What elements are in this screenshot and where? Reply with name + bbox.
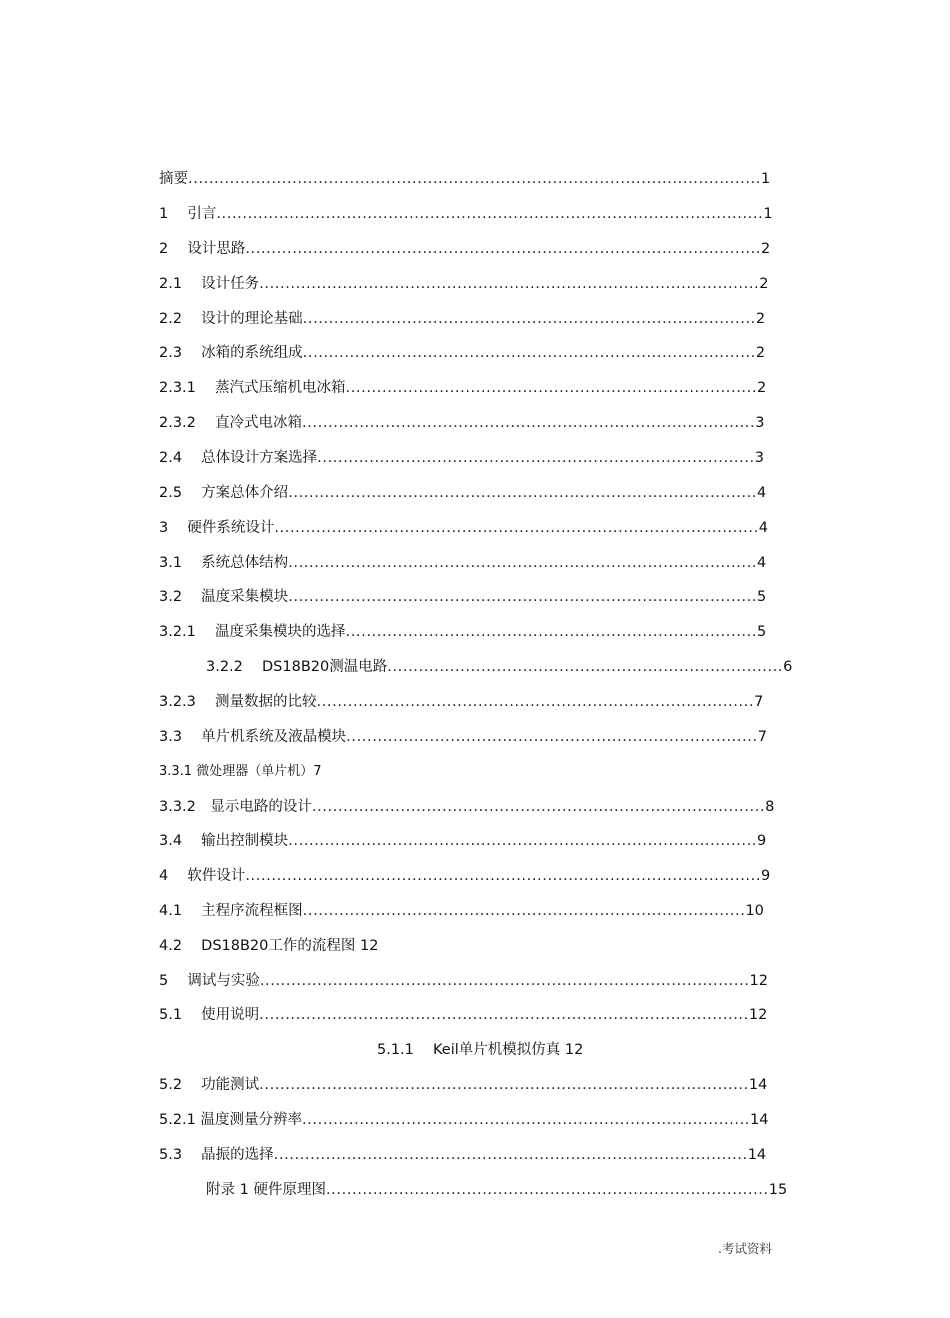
toc-label: 3.3.1 微处理器（单片机）7	[159, 764, 322, 779]
toc-label: 5.1 使用说明	[159, 1007, 260, 1023]
toc-page: 4	[758, 520, 769, 536]
toc-label: 4.1 主程序流程框图	[159, 903, 303, 919]
toc-entry-2-2[interactable]	[159, 308, 766, 330]
toc-leader: ...............................................................................	[346, 729, 758, 745]
toc-page: 10	[745, 903, 764, 919]
toc-leader: ............................................................................	[387, 659, 784, 675]
toc-page: 8	[765, 799, 775, 815]
toc-label: 5.1.1 Keil单片机模拟仿真 12	[377, 1042, 584, 1058]
toc-label: 3 硬件系统设计	[159, 520, 275, 536]
toc-leader: ..........................................................................................	[288, 833, 757, 849]
toc-page: 1	[761, 171, 771, 187]
toc-page: 14	[750, 1112, 769, 1128]
toc-entry-3-2-3[interactable]	[159, 691, 764, 713]
toc-entry-appendix-1[interactable]	[206, 1179, 788, 1201]
toc-page: 2	[755, 345, 766, 361]
toc-page: 9	[761, 868, 771, 884]
toc-entry-3-2-1[interactable]	[159, 621, 767, 643]
toc-leader: ...................................................................................................	[245, 868, 762, 884]
toc-label: 2.5 方案总体介绍	[159, 485, 289, 501]
toc-entry-5-3[interactable]	[159, 1144, 767, 1166]
toc-leader: .....................................................................................	[302, 903, 746, 919]
toc-label: 2.3.2 直冷式电冰箱	[159, 415, 303, 431]
toc-label: 3.3.2 显示电路的设计	[159, 799, 312, 815]
toc-label: 摘要	[159, 171, 188, 187]
toc-entry-3[interactable]	[159, 517, 769, 539]
toc-label: 4 软件设计	[159, 868, 246, 884]
toc-leader: ..............................................................................................	[259, 1077, 749, 1093]
toc-leader: ....................................................................................	[317, 450, 755, 466]
toc-page: 5	[757, 589, 767, 605]
toc-leader: ....................................................................................	[316, 694, 755, 710]
toc-leader: ..........................................................................................	[288, 589, 757, 605]
toc-page: 7	[754, 694, 764, 710]
toc-page: 9	[757, 833, 767, 849]
toc-entry-3-2-2[interactable]	[206, 656, 793, 678]
toc-label: 3.2.3 测量数据的比较	[159, 694, 317, 710]
toc-entry-4-2[interactable]	[159, 935, 559, 957]
toc-label: 2.3.1 蒸汽式压缩机电冰箱	[159, 380, 346, 396]
toc-entry-2-3[interactable]	[159, 342, 766, 364]
toc-page: 14	[748, 1077, 768, 1093]
toc-leader: .........................................................................................................	[216, 206, 764, 222]
toc-entry-5-1[interactable]	[159, 1004, 768, 1026]
toc-leader: ...................................................................................................	[245, 241, 762, 257]
toc-label: 4.2 DS18B20工作的流程图 12	[159, 938, 379, 954]
toc-leader: ..............................................................................................................	[188, 171, 762, 187]
toc-leader: .......................................................................................	[311, 799, 766, 815]
toc-page: 4	[757, 485, 767, 501]
toc-leader: ...............................................................................	[345, 380, 758, 396]
toc-leader: .....................................................................................	[325, 1182, 769, 1198]
toc-page: 3	[755, 415, 765, 431]
toc-leader: ................................................................................................	[259, 276, 760, 292]
toc-page: 7	[757, 729, 767, 745]
toc-label: 2 设计思路	[159, 241, 246, 257]
toc-label: 3.2.1 温度采集模块的选择	[159, 624, 346, 640]
toc-page: 15	[768, 1182, 788, 1198]
toc-entry-5-2[interactable]	[159, 1074, 768, 1096]
toc-label: 附录 1 硬件原理图	[206, 1182, 326, 1198]
toc-label: 5.2 功能测试	[159, 1077, 260, 1093]
toc-entry-abstract[interactable]	[159, 168, 771, 190]
toc-entry-3-2[interactable]	[159, 586, 767, 608]
toc-leader: ...............................................................................	[345, 624, 758, 640]
toc-entry-2-3-2[interactable]	[159, 412, 765, 434]
toc-label: 2.1 设计任务	[159, 276, 260, 292]
toc-entry-1[interactable]	[159, 203, 773, 225]
toc-page: 6	[783, 659, 793, 675]
toc-leader: ..........................................................................................	[288, 485, 757, 501]
toc-page: 1	[763, 206, 773, 222]
toc-entry-5[interactable]	[159, 970, 768, 992]
toc-entry-5-1-1[interactable]	[377, 1039, 677, 1061]
toc-entry-4-1[interactable]	[159, 900, 764, 922]
toc-page: 3	[754, 450, 764, 466]
toc-leader: .......................................................................................	[302, 345, 756, 361]
toc-leader: ..........................................................................................	[288, 555, 757, 571]
toc-entry-3-3-1[interactable]	[159, 761, 559, 783]
toc-page: 12	[748, 1007, 768, 1023]
toc-page: 14	[747, 1147, 767, 1163]
toc-label: 3.1 系统总体结构	[159, 555, 289, 571]
toc-label: 2.3 冰箱的系统组成	[159, 345, 303, 361]
toc-entry-2-1[interactable]	[159, 273, 769, 295]
toc-leader: ...........................................................................................	[273, 1147, 748, 1163]
toc-label: 1 引言	[159, 206, 217, 222]
toc-page: 2	[755, 311, 766, 327]
toc-label: 5.2.1 温度测量分辨率	[159, 1112, 303, 1128]
toc-page: 2	[761, 241, 771, 257]
toc-label: 5 调试与实验	[159, 973, 260, 989]
toc-label: 5.3 晶振的选择	[159, 1147, 274, 1163]
footer-note: .考试资料	[718, 1241, 772, 1256]
toc-leader: ......................................................................................	[302, 1112, 751, 1128]
toc-leader: .......................................................................................	[302, 311, 756, 327]
toc-label: 2.4 总体设计方案选择	[159, 450, 318, 466]
toc-entry-4[interactable]	[159, 865, 771, 887]
toc-entry-5-2-1[interactable]	[159, 1109, 769, 1131]
toc-label: 3.3 单片机系统及液晶模块	[159, 729, 347, 745]
toc-page: 2	[757, 380, 767, 396]
toc-leader: .............................................................................................	[274, 520, 759, 536]
toc-entry-3-1[interactable]	[159, 552, 767, 574]
toc-page: 2	[759, 276, 769, 292]
toc-leader: ..............................................................................................	[259, 973, 750, 989]
toc-page: 4	[757, 555, 767, 571]
toc-label: 3.4 输出控制模块	[159, 833, 289, 849]
toc-page: 5	[757, 624, 767, 640]
toc-entry-2-3-1[interactable]	[159, 377, 767, 399]
toc-page: 12	[749, 973, 768, 989]
toc-entry-2[interactable]	[159, 238, 771, 260]
toc-entry-2-4[interactable]	[159, 447, 764, 469]
toc-leader: ..............................................................................................	[259, 1007, 749, 1023]
toc-entry-3-3[interactable]	[159, 726, 767, 748]
toc-entry-3-3-2[interactable]	[159, 796, 775, 818]
toc-label: 3.2 温度采集模块	[159, 589, 289, 605]
toc-leader: .......................................................................................	[302, 415, 756, 431]
toc-label: 3.2.2 DS18B20测温电路	[206, 659, 388, 675]
toc-entry-2-5[interactable]	[159, 482, 767, 504]
toc-label: 2.2 设计的理论基础	[159, 311, 303, 327]
toc-entry-3-4[interactable]	[159, 830, 767, 852]
